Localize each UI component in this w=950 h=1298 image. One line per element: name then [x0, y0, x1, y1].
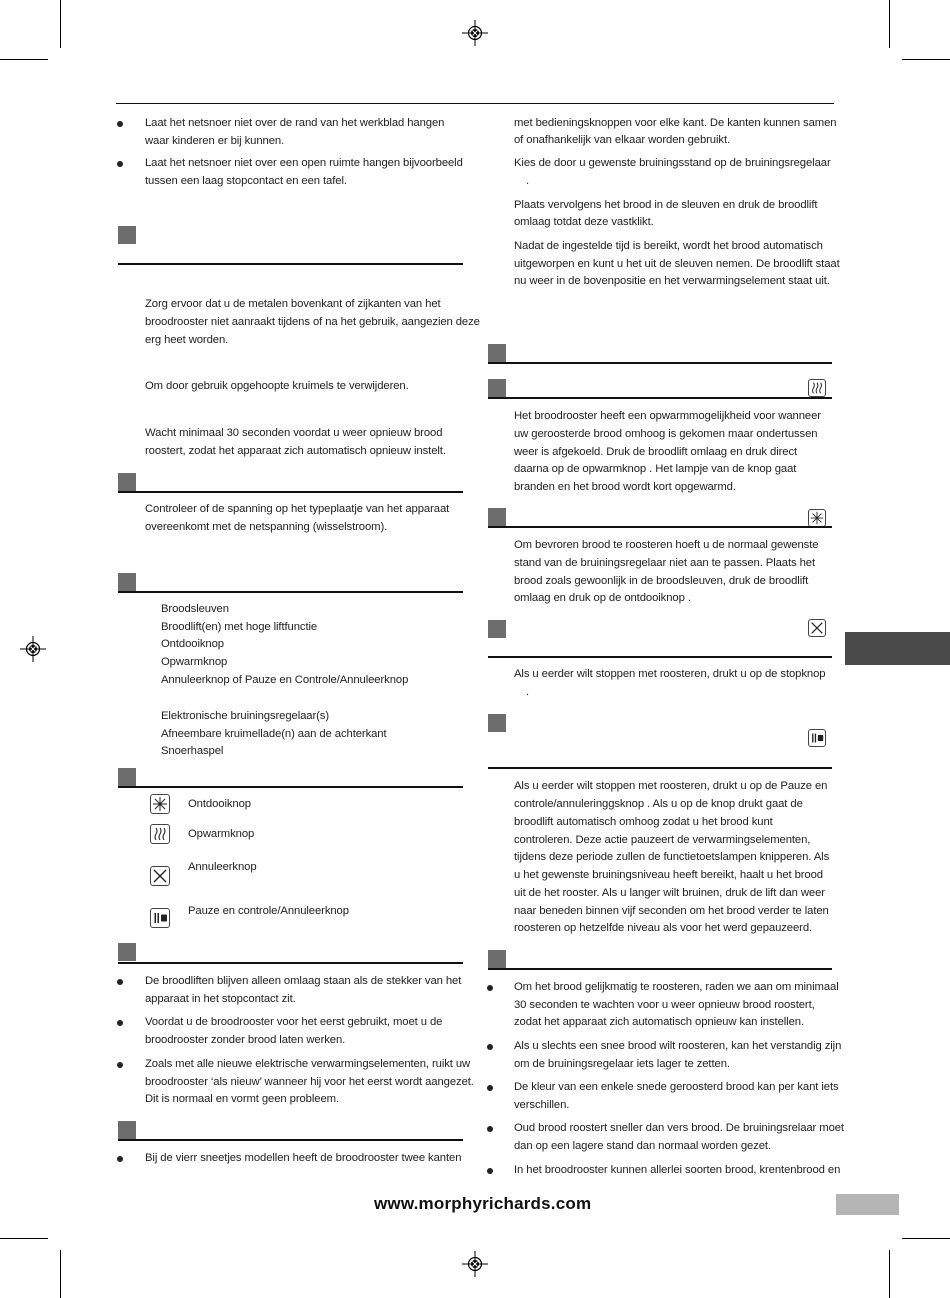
- bullet-line: De kleur van een enkele snede geroosterd brood kan per kant iets: [514, 1081, 839, 1093]
- cancel-icon: [150, 866, 170, 886]
- bullet-line: broodrooster zonder brood laten werken.: [145, 1034, 346, 1046]
- icon-label: Annuleerknop: [188, 861, 257, 873]
- bullet: [487, 985, 493, 991]
- section-heading-marker: [118, 943, 136, 961]
- icon-label: Ontdooiknop: [188, 798, 251, 810]
- bullet: [117, 1156, 123, 1162]
- paragraph-line: stand van de bruiningsregelaar niet aan te passen. Plaats het: [514, 557, 816, 569]
- bullet: [117, 121, 123, 127]
- paragraph-line: uw geroosterde brood omhoog is gekomen maar ondertussen: [514, 428, 818, 440]
- parts-list-item: Opwarmknop: [161, 656, 228, 668]
- bullet-line: Voordat u de broodrooster voor het eerst gebruikt, moet u de: [145, 1016, 443, 1028]
- section-rule: [118, 491, 463, 493]
- paragraph-line: tijdens deze periode zullen de functietoetslampen knipperen. Als: [514, 851, 830, 863]
- page-number-tab: [836, 1194, 899, 1215]
- paragraph-line: roostert, zodat het apparaat zich automatisch opnieuw instelt.: [145, 445, 446, 457]
- crop-mark: [902, 59, 950, 60]
- section-heading-marker: [118, 1121, 136, 1139]
- bullet-line: Bij de vierr sneetjes modellen heeft de broodrooster twee kanten: [145, 1152, 462, 1164]
- bullet-line: In het broodrooster kunnen allerlei soorten brood, krentenbrood en: [514, 1164, 841, 1176]
- section-rule: [118, 786, 463, 788]
- paragraph-line: nu weer in de bovenpositie en het verwarmingselement staat uit.: [514, 275, 830, 287]
- paragraph-line: controle/annuleringgsknop . Als u op de knop drukt gaat de: [514, 798, 803, 810]
- section-rule: [488, 362, 832, 364]
- paragraph-line: Controleer of de spanning op het typeplaatje van het apparaat: [145, 503, 450, 515]
- bullet-line: Zoals met alle nieuwe elektrische verwarmingselementen, ruikt uw: [145, 1058, 471, 1070]
- bullet: [487, 1085, 493, 1091]
- paragraph-line: broodlift automatisch omhoog zodat u het brood kunt: [514, 816, 773, 828]
- parts-list-item: Elektronische bruiningsregelaar(s): [161, 710, 330, 722]
- parts-list-item: Broodsleuven: [161, 603, 229, 615]
- paragraph-line: of onafhankelijk van elkaar worden gebruikt.: [514, 134, 731, 146]
- bullet: [487, 1126, 493, 1132]
- bullet-line: Als u slechts een snee brood wilt roosteren, kan het verstandig zijn: [514, 1040, 842, 1052]
- section-rule: [118, 962, 463, 964]
- paragraph-line: u het gewenste bruiningsniveau heeft bereikt, haalt u het brood: [514, 869, 823, 881]
- paragraph-line: uit de het rooster. Als u langer wilt bruinen, druk de lift dan weer: [514, 887, 825, 899]
- crop-mark: [902, 1238, 950, 1239]
- paragraph-line: Wacht minimaal 30 seconden voordat u weer opnieuw brood: [145, 427, 443, 439]
- reheat-icon: [808, 379, 826, 397]
- website-url[interactable]: www.morphyrichards.com: [374, 1194, 592, 1213]
- crop-mark: [889, 0, 890, 48]
- paragraph-line: Om bevroren brood te roosteren hoeft u de normaal gewenste: [514, 539, 819, 551]
- crop-mark: [60, 1250, 61, 1298]
- paragraph-line: Als u eerder wilt stoppen met roosteren, drukt u op de Pauze en: [514, 780, 828, 792]
- section-rule: [118, 1139, 463, 1141]
- paragraph-line: Zorg ervoor dat u de metalen bovenkant of zijkanten van het: [145, 298, 441, 310]
- registration-mark-icon: [20, 636, 46, 662]
- bullet: [117, 979, 123, 985]
- crop-mark: [889, 1250, 890, 1298]
- paragraph-line: naar beneden binnen vijf seconden om het brood verder te laten: [514, 905, 829, 917]
- section-heading-marker: [488, 620, 506, 638]
- paragraph-line: met bedieningsknoppen voor elke kant. De kanten kunnen samen: [514, 117, 837, 129]
- paragraph-line: Om door gebruik opgehoopte kruimels te verwijderen.: [145, 380, 409, 392]
- defrost-icon: [150, 794, 170, 814]
- top-rule: [116, 103, 834, 104]
- bullet-line: om de bruiningsregelaar iets lager te zetten.: [514, 1058, 730, 1070]
- bullet-line: zodat het apparaat zich automatisch opnieuw kan instellen.: [514, 1016, 804, 1028]
- paragraph-line: brood zoals gewoonlijk in de broodsleuven, druk de broodlift: [514, 575, 809, 587]
- parts-list-item: Annuleerknop of Pauze en Controle/Annuleerknop: [161, 674, 409, 686]
- bullet-line: 30 seconden te wachten voor u weer opnieuw brood roostert,: [514, 999, 815, 1011]
- paragraph-line: controleren. Deze actie pauzeert de verwarmingselementen,: [514, 834, 811, 846]
- section-heading-marker: [118, 226, 136, 244]
- paragraph-line: .: [526, 686, 530, 698]
- parts-list-item: Broodlift(en) met hoge liftfunctie: [161, 621, 318, 633]
- section-heading-marker: [118, 473, 136, 491]
- bullet-line: Dit is normaal en vormt geen probleem.: [145, 1093, 339, 1105]
- crop-mark: [0, 59, 48, 60]
- section-rule: [488, 767, 832, 769]
- crop-mark: [0, 1238, 48, 1239]
- paragraph-line: branden en het brood wordt kort opgewarmd.: [514, 481, 736, 493]
- parts-list-item: Afneembare kruimellade(n) aan de achterkant: [161, 728, 387, 740]
- paragraph-line: uitgeworpen en kunt u het uit de sleuven nemen. De broodlift staat: [514, 258, 840, 270]
- paragraph-line: daarna op de opwarmknop . Het lampje van de knop gaat: [514, 463, 797, 475]
- paragraph-line: omlaag en druk op de ontdooiknop .: [514, 592, 691, 604]
- section-rule: [488, 397, 832, 399]
- pause-icon: [808, 729, 826, 747]
- section-rule: [118, 263, 463, 265]
- bullet-line: De broodliften blijven alleen omlaag staan als de stekker van het: [145, 975, 462, 987]
- defrost-icon: [808, 509, 826, 527]
- pause-icon: [150, 908, 170, 928]
- bullet: [487, 1168, 493, 1174]
- paragraph-line: overeenkomt met de netspanning (wisselstroom).: [145, 521, 388, 533]
- icon-label: Pauze en controle/Annuleerknop: [188, 905, 349, 917]
- bullet: [487, 1044, 493, 1050]
- paragraph-line: erg heet worden.: [145, 334, 229, 346]
- paragraph-line: Als u eerder wilt stoppen met roosteren, drukt u op de stopknop: [514, 668, 826, 680]
- section-rule: [118, 591, 463, 593]
- registration-mark-icon: [462, 20, 488, 46]
- paragraph-line: Kies de door u gewenste bruiningsstand op de bruiningsregelaar: [514, 157, 831, 169]
- reheat-icon: [150, 824, 170, 844]
- cancel-icon: [808, 619, 826, 637]
- bullet: [117, 1062, 123, 1068]
- paragraph-line: .: [526, 175, 530, 187]
- section-heading-marker: [118, 573, 136, 591]
- parts-list-item: Ontdooiknop: [161, 638, 224, 650]
- section-heading-marker: [488, 344, 506, 362]
- section-heading-marker: [118, 768, 136, 786]
- language-side-tab: [845, 632, 950, 665]
- crop-mark: [60, 0, 61, 48]
- section-heading-marker: [488, 714, 506, 732]
- bullet-line: Oud brood roostert sneller dan vers brood. De bruiningsrelaar moet: [514, 1122, 844, 1134]
- parts-list-item: Snoerhaspel: [161, 745, 224, 757]
- bullet-line: Om het brood gelijkmatig te roosteren, raden we aan om minimaal: [514, 981, 839, 993]
- bullet-line: broodrooster ‘als nieuw’ wanneer hij voor het eerst wordt aangezet.: [145, 1076, 474, 1088]
- paragraph-line: Nadat de ingestelde tijd is bereikt, wordt het brood automatisch: [514, 240, 823, 252]
- paragraph-line: broodrooster niet aanraakt tijdens of na het gebruik, aangezien deze: [145, 316, 480, 328]
- bullet-line: dan op een lagere stand dan normaal worden gezet.: [514, 1140, 771, 1152]
- paragraph-line: Het broodrooster heeft een opwarmmogelijkheid voor wanneer: [514, 410, 821, 422]
- section-heading-marker: [488, 950, 506, 968]
- section-heading-marker: [488, 379, 506, 397]
- section-rule: [488, 968, 832, 970]
- paragraph-line: weer is afgekoeld. Druk de broodlift omlaag en druk direct: [514, 446, 798, 458]
- icon-label: Opwarmknop: [188, 828, 255, 840]
- paragraph-line: omlaag totdat deze vastklikt.: [514, 216, 654, 228]
- paragraph-line: roosteren op hetzelfde niveau als voor het werd gepauzeerd.: [514, 922, 813, 934]
- bullet-text: Laat het netsnoer niet over een open ruimte hangen bijvoorbeeld tussen een laag stopcontact en een tafel.: [145, 157, 463, 187]
- paragraph-line: Plaats vervolgens het brood in de sleuven en druk de broodlift: [514, 199, 818, 211]
- section-rule: [488, 526, 832, 528]
- bullet: [117, 161, 123, 167]
- bullet: [117, 1020, 123, 1026]
- bullet-line: verschillen.: [514, 1099, 570, 1111]
- section-heading-marker: [488, 508, 506, 526]
- section-rule: [488, 656, 832, 658]
- registration-mark-icon: [462, 1251, 488, 1277]
- bullet-text: Laat het netsnoer niet over de rand van het werkblad hangen waar kinderen er bij kunnen.: [145, 117, 445, 147]
- bullet-line: apparaat in het stopcontact zit.: [145, 993, 296, 1005]
